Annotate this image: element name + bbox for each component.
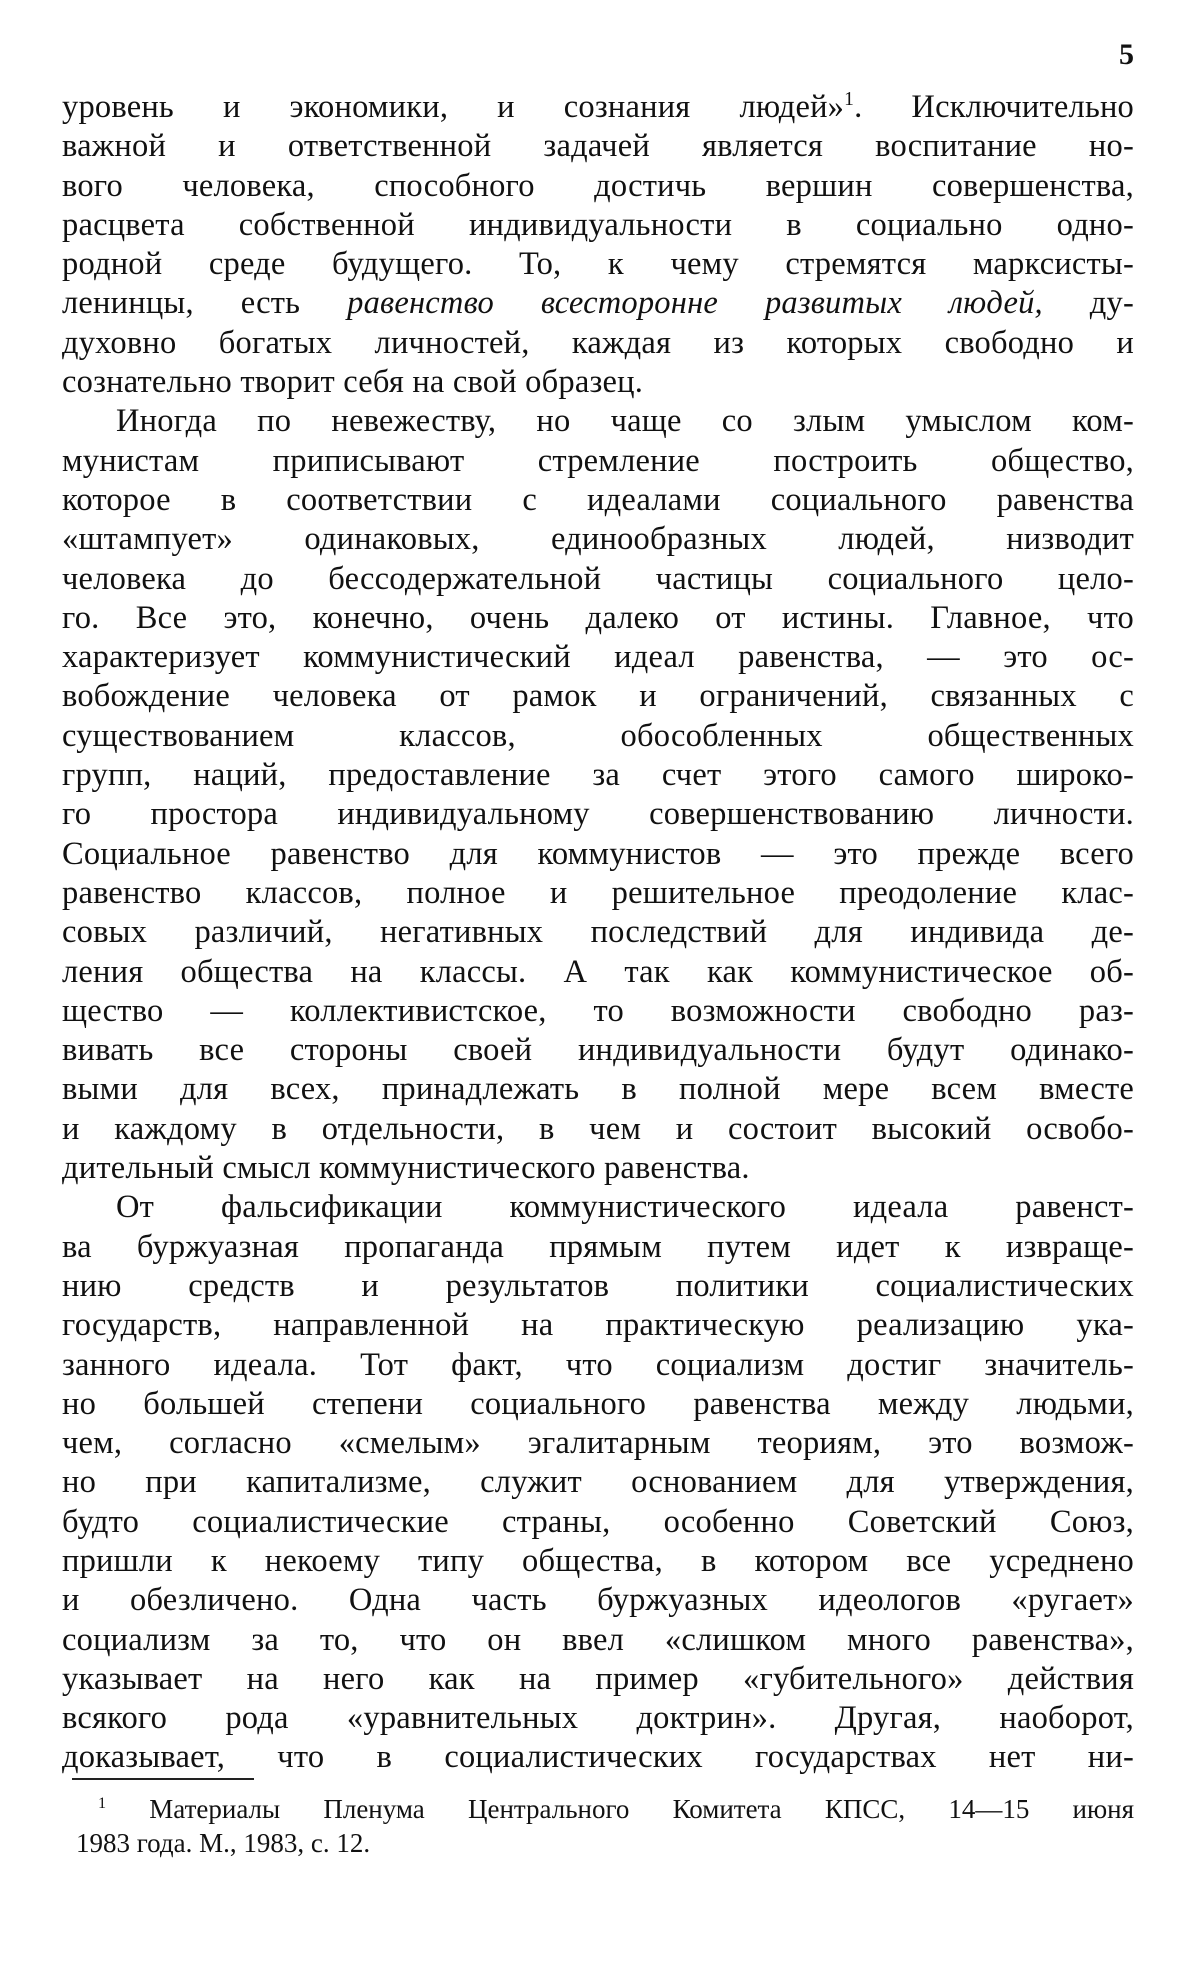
text-line: Иногда по невежеству, но чаще со злым умыслом ком- <box>116 403 1134 440</box>
main-text <box>62 88 1134 1778</box>
paragraph-3 <box>62 1188 1134 1777</box>
text-line: которое в соответствии с идеалами социального равенства <box>62 481 1134 518</box>
text-line: От фальсификации коммунистического идеала равенст- <box>116 1189 1134 1226</box>
paragraph-2 <box>62 402 1134 1188</box>
text-line: го простора индивидуальному совершенствованию личности. <box>62 796 1134 833</box>
page-number: 5 <box>1119 38 1134 71</box>
text-line: го. Все это, конечно, очень далеко от истины. Главное, что <box>62 599 1134 636</box>
text-line: человека до бессодержательной частицы социального цело- <box>62 560 1134 597</box>
text-span: ду- <box>1042 285 1134 322</box>
text-line: важной и ответственной задачей является воспитание но- <box>62 128 1134 165</box>
text-span: уровень и экономики, и сознания людей» <box>62 89 845 125</box>
text-line: государств, направленной на практическую реализацию ука- <box>62 1307 1134 1344</box>
text-line: совых различий, негативных последствий для индивида де- <box>62 914 1134 951</box>
text-line: существованием классов, обособленных общественных <box>62 717 1134 754</box>
text-line: дительный смысл коммунистического равенства. <box>62 1150 750 1187</box>
text-line: и обезличено. Одна часть буржуазных идеологов «ругает» <box>62 1582 1134 1619</box>
footnote-ref: 1 <box>844 89 855 111</box>
text-line: групп, наций, предоставление за счет этого самого широко- <box>62 757 1134 794</box>
footnote-text: Материалы Пленума Центрального Комитета КПСС, 14—15 июня <box>149 1794 1135 1824</box>
text-line: вивать все стороны своей индивидуальности будут одинако- <box>62 1032 1134 1069</box>
footnote-separator <box>72 1778 254 1780</box>
text-span: ленинцы, есть <box>62 285 348 322</box>
emphasis-text: равенство всесторонне развитых людей, <box>347 285 1043 322</box>
text-line: расцвета собственной индивидуальности в социально одно- <box>62 206 1134 243</box>
text-line: ва буржуазная пропаганда прямым путем идет к извраще- <box>62 1228 1134 1265</box>
text-line: вобождение человека от рамок и ограничений, связанных с <box>62 678 1134 715</box>
text-line: родной среде будущего. То, к чему стремятся марксисты- <box>62 246 1134 283</box>
text-line: указывает на него как на пример «губительного» действия <box>62 1660 1134 1697</box>
text-line: нию средств и результатов политики социалистических <box>62 1267 1134 1304</box>
text-line: мунистам приписывают стремление построить общество, <box>62 442 1134 479</box>
text-line: но при капитализме, служит основанием для утверждения, <box>62 1464 1134 1501</box>
text-line: равенство классов, полное и решительное преодоление клас- <box>62 874 1134 911</box>
text-line: и каждому в отдельности, в чем и состоит высокий освобо- <box>62 1110 1134 1147</box>
text-line: доказывает, что в социалистических государствах нет ни- <box>62 1739 1134 1776</box>
footnote <box>76 1792 1135 1860</box>
text-line: социализм за то, что он ввел «слишком много равенства», <box>62 1621 1134 1658</box>
text-line: щество — коллективистское, то возможности свободно раз- <box>62 992 1134 1029</box>
text-line: занного идеала. Тот факт, что социализм достиг значитель- <box>62 1346 1134 1383</box>
text-line: выми для всех, принадлежать в полной мере всем вместе <box>62 1071 1134 1108</box>
text-line: «штампует» одинаковых, единообразных людей, низводит <box>62 521 1134 558</box>
text-line: будто социалистические страны, особенно Советский Союз, <box>62 1503 1134 1540</box>
text-line: Социальное равенство для коммунистов — это прежде всего <box>62 835 1134 872</box>
text-line: духовно богатых личностей, каждая из которых свободно и <box>62 324 1134 361</box>
text-line: ления общества на классы. А так как коммунистическое об- <box>62 953 1134 990</box>
text-line: сознательно творит себя на свой образец. <box>62 364 644 401</box>
text-span: . Исключительно <box>854 89 1135 125</box>
text-line: характеризует коммунистический идеал равенства, — это ос- <box>62 639 1134 676</box>
paragraph-1 <box>62 88 1134 402</box>
text-line: всякого рода «уравнительных доктрин». Другая, наоборот, <box>62 1700 1134 1737</box>
text-line: чем, согласно «смелым» эгалитарным теориям, это возмож- <box>62 1425 1134 1462</box>
text-line <box>62 88 1134 127</box>
footnote-line <box>98 1792 1134 1826</box>
text-line: но большей степени социального равенства между людьми, <box>62 1385 1134 1422</box>
footnote-line: 1983 года. М., 1983, с. 12. <box>76 1828 371 1858</box>
footnote-mark: 1 <box>98 1794 107 1812</box>
text-line <box>62 284 1134 323</box>
text-line: вого человека, способного достичь вершин совершенства, <box>62 167 1134 204</box>
text-line: пришли к некоему типу общества, в котором все усреднено <box>62 1542 1134 1579</box>
